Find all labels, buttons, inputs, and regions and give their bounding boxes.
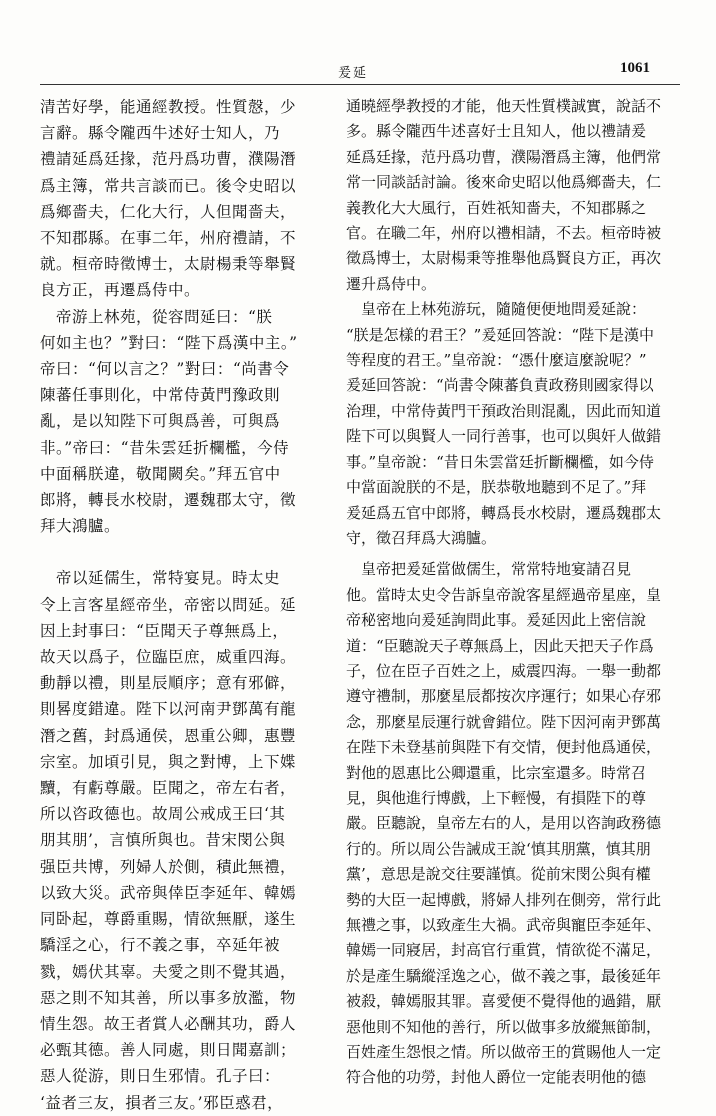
- text-line: 何如主也？”對曰：“陛下爲漢中主。”: [40, 333, 298, 352]
- text-line: 黷，有虧尊嚴。臣聞之，帝左右者，: [40, 779, 297, 798]
- text-line: 必甄其德。善人同處，則日聞嘉訓；: [40, 1041, 297, 1060]
- text-line: 因上封事曰：“臣聞天子尊無爲上，: [40, 621, 289, 640]
- text-line: 禮請延爲廷掾，范丹爲功曹，濮陽潛: [40, 150, 297, 169]
- text-line: 行的。所以周公告誡成王說‘慎其朋黨，慎其朋: [346, 839, 651, 858]
- text-line: 黨’，意思是說交往要謹慎。從前宋閔公與有權: [346, 865, 651, 884]
- text-line: 令上言客星經帝坐，帝密以問延。延: [40, 595, 297, 614]
- text-line: 多。縣令隴西牛述喜好士且知人，他以禮請爰: [346, 122, 647, 141]
- text-line: 韓嫣一同寢居，封高官行重賞，情欲從不滿足，: [346, 941, 662, 960]
- text-line: 符合他的功勞，封他人爵位一定能表明他的德: [346, 1068, 647, 1087]
- text-line: 道：“臣聽說天子尊無爲上，因此天把天子作爲: [346, 636, 654, 655]
- text-line: 帝曰：“何以言之？”對曰：“尚書令: [40, 360, 290, 379]
- classical-text-column: [40, 94, 330, 1116]
- text-line: 被殺，韓嫣服其罪。喜愛便不覺得他的過錯，厭: [346, 992, 662, 1011]
- text-line: 就。桓帝時徵博士，太尉楊秉等舉賢: [40, 255, 297, 274]
- text-line: 皇帝把爰延當做儒生，常常特地宴請召見: [346, 560, 632, 579]
- text-line: 於是產生驕縱淫逸之心，做不義之事，最後延年: [346, 966, 662, 985]
- page-number: 1061: [620, 60, 650, 76]
- text-line: 强臣共博，列婦人於側，積此無禮，: [40, 857, 297, 876]
- text-line: 中當面說朕的不是，朕恭敬地聽到不足了。”拜: [346, 478, 647, 497]
- header-rule: [40, 84, 680, 85]
- text-line: 同卧起，尊爵重賜，情欲無厭，遂生: [40, 910, 297, 929]
- text-line: 陛下可以與賢人一同行善事，也可以與奸人做錯: [346, 427, 662, 446]
- text-line: 以致大災。武帝與倖臣李延年、韓嫣: [40, 883, 297, 902]
- text-line: 等程度的君王。”皇帝說：“憑什麼這麼說呢？”: [346, 351, 647, 370]
- text-line: 惡之則不知其善，所以事多放濫，物: [40, 988, 297, 1007]
- text-line: 則晷度錯違。陛下以河南尹鄧萬有龍: [40, 700, 297, 719]
- text-line: 常一同談話討論。後來命史昭以他爲鄉嗇夫，仁: [346, 173, 662, 192]
- text-line: 延爲廷掾，范丹爲功曹，濮陽潛爲主簿，他們常: [346, 147, 662, 166]
- text-line: 義教化大大風行，百姓祇知嗇夫，不知郡縣之: [346, 198, 647, 217]
- text-line: 在陛下未登基前與陛下有交情，便封他爲通侯，: [346, 738, 662, 757]
- text-line: 驕淫之心，行不義之事，卒延年被: [40, 936, 281, 955]
- text-line: 宗室。加頃引見，與之對博，上下媟: [40, 752, 297, 771]
- text-line: 帝秘密地向爰延詢問此事。爰延因此上密信說: [346, 611, 647, 630]
- text-line: 他。當時太史令告訴皇帝說客星經過帝星座，皇: [346, 585, 662, 604]
- text-line: 對他的恩惠比公卿還重，比宗室還多。時常召: [346, 763, 647, 782]
- running-title: 爰延: [337, 66, 368, 81]
- paragraph-gap: [40, 539, 330, 565]
- text-line: 事。”皇帝說：“昔日朱雲當廷折斷欄檻，如今侍: [346, 452, 654, 471]
- text-line: 無禮之事，以致產生大禍。武帝與寵臣李延年、: [346, 916, 662, 934]
- text-line: 陳蕃任事則化，中常侍黃門豫政則: [40, 386, 281, 405]
- text-line: 皇帝在上林苑游玩，隨隨便便地問爰延說：: [346, 300, 647, 319]
- text-line: 所以咨政德也。故周公戒成王曰‘其: [40, 805, 286, 824]
- text-line: 非。”帝曰：“昔朱雲廷折欄檻，今侍: [40, 438, 290, 457]
- text-line: 不知郡縣。在事二年，州府禮請，不: [40, 229, 297, 248]
- text-line: 嚴。臣聽說，皇帝左右的人，是用以咨詢政務德: [346, 814, 662, 833]
- text-line: 中面稱朕違，敬聞闕矣。”拜五官中: [40, 464, 281, 483]
- text-line: 治理，中常侍黃門干預政治則混亂，因此而知道: [346, 401, 662, 420]
- translation-column: [346, 94, 682, 1091]
- text-line: 通曉經學教授的才能，他天性質樸誠實，說話不: [346, 97, 662, 115]
- text-line: 戮，嫣伏其辜。夫愛之則不覺其過，: [40, 962, 297, 981]
- text-line: 勢的大臣一起博戲，將婦人排列在側旁，常行此: [346, 890, 662, 909]
- text-line: 郎將，轉長水校尉，遷魏郡太守，徵: [40, 491, 297, 510]
- text-line: 百姓產生怨恨之情。所以做帝王的賞賜他人一定: [346, 1043, 662, 1062]
- text-line: 拜大鴻臚。: [40, 517, 121, 536]
- text-line: 爲鄉嗇夫，仁化大行，人但聞嗇夫，: [40, 202, 297, 221]
- text-line: 潛之舊，封爲通侯，恩重公卿，惠豐: [40, 726, 297, 745]
- text-line: 帝游上林苑，從容問延曰：“朕: [40, 307, 273, 326]
- text-line: 子，位在臣子百姓之上，威震四海。一舉一動都: [346, 661, 662, 680]
- text-line: 守，徵召拜爲大鴻臚。: [346, 528, 497, 547]
- text-line: 官。在職二年，州府以禮相請，不去。桓帝時被: [346, 224, 662, 243]
- text-line: 朋其朋’，言慎所與也。昔宋閔公與: [40, 831, 286, 850]
- text-line: 言辭。縣令隴西牛述好士知人，乃: [40, 124, 281, 143]
- text-line: 爰延回答說：“尚書令陳蕃負責政務則國家得以: [346, 376, 654, 395]
- text-line: 情生怨。故王者賞人必酬其功，爵人: [40, 1014, 297, 1033]
- text-line: 故天以爲子，位臨臣庶，威重四海。: [40, 648, 297, 667]
- text-line: 見，與他進行博戲，上下輕慢，有損陛下的尊: [346, 788, 647, 807]
- text-line: ‘益者三友，損者三友。’邪臣惑君，: [40, 1093, 284, 1112]
- text-line: 遷升爲侍中。: [346, 274, 437, 293]
- text-line: 爰延爲五官中郎將，轉爲長水校尉，遷爲魏郡太: [346, 503, 662, 522]
- text-line: 念，那麼星辰運行就會錯位。陛下因河南尹鄧萬: [346, 712, 662, 731]
- text-line: 良方正，再遷爲侍中。: [40, 281, 201, 300]
- text-line: 徵爲博士，太尉楊秉等推舉他爲賢良方正，再次: [346, 249, 662, 268]
- text-line: 爲主簿，常共言談而已。後令史昭以: [40, 176, 297, 195]
- text-line: 亂，是以知陛下可與爲善，可與爲: [40, 412, 281, 431]
- text-line: 惡他則不知他的善行，所以做事多放縱無節制，: [346, 1017, 662, 1036]
- text-line: 惡人從游，則日生邪情。孔子曰：: [40, 1067, 281, 1086]
- text-line: 遵守禮制，那麼星辰都按次序運行；如果心存邪: [346, 687, 662, 706]
- text-line: 帝以延儒生，常特宴見。時太史: [40, 569, 281, 588]
- text-line: “朕是怎樣的君王？”爰延回答說：“陛下是漢中: [346, 325, 655, 344]
- text-line: 清苦好學，能通經教授。性質慤，少: [40, 98, 297, 116]
- text-line: 動靜以禮，則星辰順序；意有邪僻，: [40, 674, 297, 693]
